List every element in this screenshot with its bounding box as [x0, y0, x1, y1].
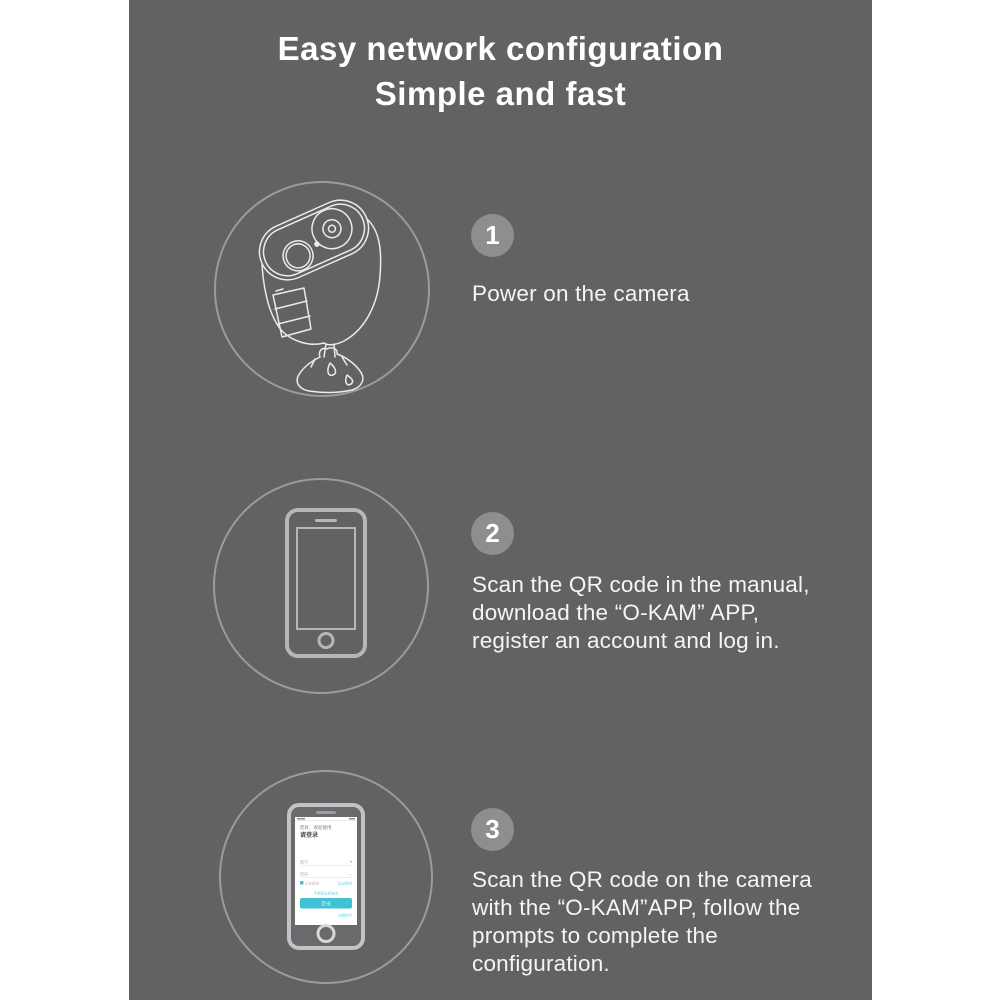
- step2-number-badge: [471, 512, 514, 555]
- step2-text: [472, 571, 810, 655]
- remember-row: [300, 881, 352, 885]
- step2-number: 2: [485, 518, 500, 548]
- phone-screen: [296, 527, 356, 630]
- account-dropdown-icon: ▾: [349, 859, 352, 864]
- step3-number: 3: [485, 814, 500, 844]
- account-field: [300, 858, 352, 866]
- step1-number-badge: [471, 214, 514, 257]
- app-login-screen: [295, 817, 357, 925]
- smartphone-icon: [285, 508, 367, 658]
- step2-line-1: Scan the QR code in the manual,: [472, 572, 810, 597]
- alt-login-link: 手机验证码登录: [313, 891, 339, 896]
- gray-panel: [129, 0, 872, 1000]
- step3-text: [472, 866, 812, 978]
- password-eye-icon: ◡: [348, 871, 352, 876]
- step1-line-1: Power on the camera: [472, 281, 690, 306]
- step1-number: 1: [485, 220, 500, 250]
- register-link: 注册账号: [338, 913, 352, 918]
- page-title: [129, 26, 872, 116]
- step2-line-3: register an account and log in.: [472, 628, 780, 653]
- password-label: 密码: [300, 872, 308, 877]
- password-field: [300, 870, 352, 878]
- app-login-prompt: 请登录: [300, 831, 319, 839]
- step2-line-2: download the “O-KAM” APP,: [472, 600, 760, 625]
- step3-line-1: Scan the QR code on the camera: [472, 867, 812, 892]
- step3-line-4: configuration.: [472, 951, 610, 976]
- camera-illustration: [214, 181, 430, 397]
- phone-home-button: [317, 924, 336, 943]
- title-line-1: Easy network configuration: [277, 30, 724, 67]
- phone-speaker: [316, 811, 336, 814]
- app-status-bar: [295, 817, 357, 821]
- forgot-password-link: 忘记密码: [338, 881, 352, 886]
- phone-speaker: [315, 519, 337, 522]
- login-button: 登录: [300, 898, 352, 909]
- title-line-2: Simple and fast: [374, 75, 627, 112]
- step3-line-3: prompts to complete the: [472, 923, 718, 948]
- battery-indicator: [349, 818, 355, 820]
- smartphone-app-icon: [287, 803, 365, 950]
- step3-number-badge: [471, 808, 514, 851]
- app-greeting: 您好，欢迎使用: [300, 825, 332, 831]
- account-label: 账号: [300, 860, 308, 865]
- step1-text: [472, 280, 690, 308]
- carrier-indicator: [297, 818, 305, 820]
- phone-home-button: [318, 632, 335, 649]
- remember-label: 记住密码: [305, 881, 319, 886]
- step3-line-2: with the “O-KAM”APP, follow the: [472, 895, 801, 920]
- remember-checkbox: [300, 881, 304, 885]
